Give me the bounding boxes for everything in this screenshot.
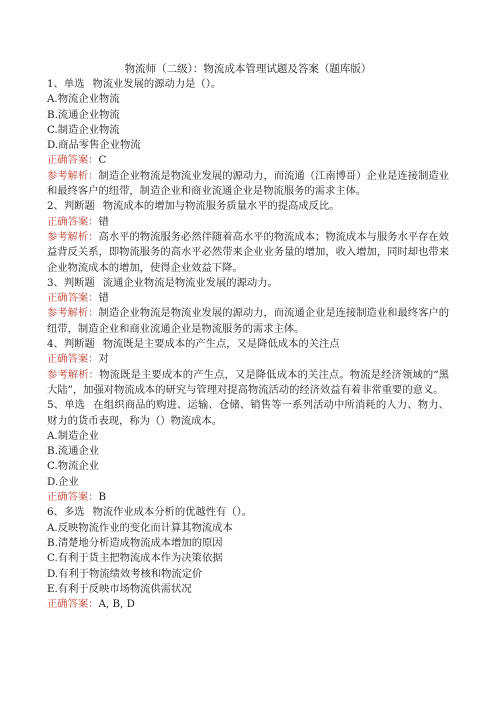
question-number: 6、多选 bbox=[47, 506, 85, 519]
question-6-stem bbox=[47, 505, 449, 520]
question-number: 5、单选 bbox=[47, 399, 86, 412]
answer-label: 正确答案： bbox=[47, 292, 99, 305]
question-number: 2、判断题 bbox=[47, 200, 95, 213]
analysis-paragraph bbox=[47, 169, 449, 200]
answer-line bbox=[47, 597, 449, 612]
question-text: 在组织商品的购进、运输、仓储、销售等一系列活动中所消耗的人力、物力、财力的货币表现，称为（）物流成本。 bbox=[47, 399, 449, 427]
analysis-text: 高水平的物流服务必然伴随着高水平的物流成本；物流成本与服务水平存在效益背反关系，即物流服务的高水平必然带来企业业务量的增加，收入增加，同时却也带来企业物流成本的增加，使得企业效益下降。 bbox=[47, 230, 450, 274]
answer-label: 正确答案： bbox=[47, 491, 99, 504]
answer-label: 正确答案： bbox=[47, 353, 99, 366]
question-1-stem bbox=[47, 77, 449, 92]
answer-line bbox=[47, 215, 449, 230]
question-text: 物流业发展的源动力是（）。 bbox=[92, 78, 222, 90]
question-text: 物流成本的增加与物流服务质量水平的提高成反比。 bbox=[102, 200, 340, 213]
answer-value: 错 bbox=[98, 292, 109, 305]
analysis-paragraph bbox=[47, 230, 449, 276]
answer-label: 正确答案： bbox=[47, 154, 99, 167]
answer-line bbox=[47, 153, 449, 168]
analysis-label: 参考解析： bbox=[47, 307, 99, 320]
question-text: 流通企业物流是物流业发展的源动力。 bbox=[102, 276, 278, 289]
question-5-stem bbox=[47, 398, 449, 429]
answer-label: 正确答案： bbox=[47, 215, 99, 228]
question-text: 物流既是主要成本的产生点，又是降低成本的关注点 bbox=[102, 338, 340, 351]
option: E.有利于反映市场物流供需状况 bbox=[47, 582, 192, 595]
question-number: 1、单选 bbox=[47, 78, 85, 90]
option: D.企业 bbox=[47, 475, 79, 488]
analysis-text: 制造企业物流是物流业发展的源动力，而流通（江南博哥）企业是连接制造业和最终客户的纽带，制造企业和商业流通企业是物流服务的需求主体。 bbox=[47, 169, 450, 198]
question-text: 物流作业成本分析的优越性有（）。 bbox=[92, 506, 253, 519]
answer-line bbox=[47, 352, 449, 367]
answer-line bbox=[47, 291, 449, 306]
option: A.反映物流作业的变化而计算其物流成本 bbox=[47, 521, 233, 534]
analysis-paragraph bbox=[47, 306, 449, 337]
analysis-label: 参考解析： bbox=[47, 169, 99, 182]
option: B.流通企业 bbox=[47, 445, 100, 458]
question-2-stem bbox=[47, 199, 449, 214]
analysis-text: 物流既是主要成本的产生点，又是降低成本的关注点。物流是经济领域的“黑大陆”，加强对物流成本的研究与管理对提高物流活动的经济效益有着非常重要的意义。 bbox=[47, 368, 449, 396]
answer-value: B bbox=[98, 491, 107, 504]
option: D.商品零售企业物流 bbox=[47, 139, 141, 152]
option: B.流通企业物流 bbox=[47, 108, 120, 121]
option: C.制造企业物流 bbox=[47, 123, 120, 136]
question-number: 4、判断题 bbox=[47, 338, 95, 351]
option: C.物流企业 bbox=[47, 460, 99, 473]
analysis-text: 制造企业物流是物流业发展的源动力，而流通企业是连接制造业和最终客户的纽带，制造企业和商业流通企业是物流服务的需求主体。 bbox=[47, 307, 450, 335]
option: A.物流企业物流 bbox=[47, 93, 120, 106]
option: B.清楚地分析造成物流成本增加的原因 bbox=[47, 536, 223, 549]
answer-line bbox=[47, 490, 449, 505]
page-title: 物流师（二级）：物流成本管理试题及答案（题库版） bbox=[124, 63, 372, 75]
answer-value: 错 bbox=[98, 215, 109, 228]
answer-value: C bbox=[98, 154, 107, 167]
answer-value: 对 bbox=[98, 353, 109, 366]
answer-label: 正确答案： bbox=[47, 598, 99, 611]
question-4-stem bbox=[47, 337, 449, 352]
question-list bbox=[47, 77, 449, 612]
question-number: 3、判断题 bbox=[47, 276, 95, 289]
question-3-stem bbox=[47, 276, 449, 291]
answer-value: A, B, D bbox=[98, 598, 135, 611]
analysis-label: 参考解析： bbox=[47, 230, 99, 243]
option: D.有利于物流绩效考核和物流定价 bbox=[47, 567, 203, 580]
analysis-label: 参考解析： bbox=[47, 368, 100, 381]
analysis-paragraph bbox=[47, 368, 449, 399]
option: A.制造企业 bbox=[47, 429, 99, 442]
option: C.有利于货主把物流成本作为决策依据 bbox=[47, 552, 223, 565]
